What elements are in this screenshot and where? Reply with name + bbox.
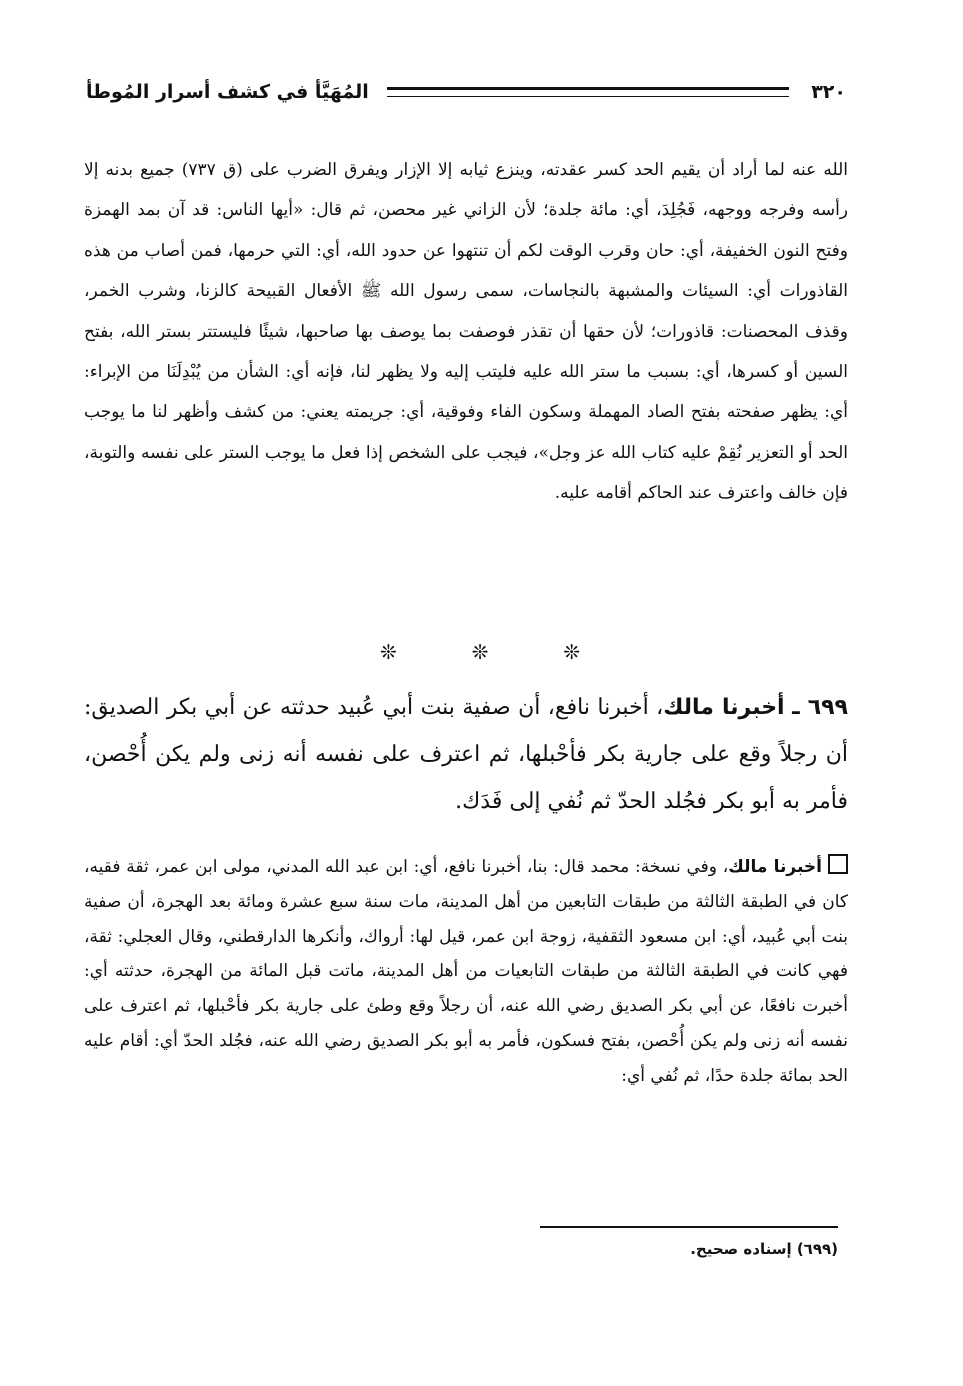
hadith-number: ٦٩٩ ـ xyxy=(792,695,848,720)
commentary-paragraph-top: الله عنه لما أراد أن يقيم الحد كسر عقدته، وينزع ثيابه إلا الإزار ويفرق الضرب على (ق ٧٣٧) جميع بدنه إلا رأسه وفرجه ووجهه، فَجُلِدَ، أي: مائة جلدة؛ لأن الزاني غير محصن، ثم قال: «أيها الناس: قد آن بمد الهمزة وفتح النون الخفيفة، أي: حان وقرب الوقت لكم أن تنتهوا عن حدود الله، أي: التي حرمها، فمن أصاب من هذه القاذورات أي: السيئات والمشبهة بالنجاسات، سمى رسول الله ﷺ الأفعال القبيحة كالزنا، وشرب الخمر، وقذف المحصنات: قاذورات؛ لأن حقها أن تقذر فوصفت بما يوصف بها صاحبها، شيئًا فليستتر بستر الله، بفتح السين أو كسرها، أي: بسبب ما ستر الله عليه فليتب إليه ولا يظهر لنا، فإنه أي: الشأن من يُبْدِلَنَا من الإبراء: أي: يظهر صفحته بفتح الصاد المهملة وسكون الفاء وفوقية، أي: جريمته يعني: من كشف وأظهر لنا ما يوجب الحد أو التعزير نُقِمْ عليه كتاب الله عز وجل»، فيجب على الشخص إذا فعل ما يوجب الستر على نفسه والتوبة، فإن خالف واعترف عند الحاكم أقامه عليه. xyxy=(84,160,849,504)
commentary-box-marker-icon xyxy=(828,854,848,874)
footnote-rule xyxy=(540,1226,838,1228)
header-rule xyxy=(387,87,789,97)
separator-star: ❊ xyxy=(471,640,489,664)
separator-star: ❊ xyxy=(563,640,580,664)
hadith-narrator: أخبرنا مالك xyxy=(663,695,785,720)
hadith-text xyxy=(84,684,848,825)
page-number: ٣٢٠ xyxy=(811,81,846,103)
hadith-body: ، أخبرنا نافع، أن صفية بنت أبي عُبيد حدثته عن أبي بكر الصديق: أن رجلاً وقع على جارية بكر فأحْبلها، ثم اعترف على نفسه أنه زنى ولم يكن أُحْصن، فأمر به أبو بكر فجُلد الحدّ ثم نُفي إلى فَدَك. xyxy=(84,695,848,814)
book-title: المُهَيَّأ في كشف أسرار المُوطأ xyxy=(86,81,369,103)
separator-star: ❊ xyxy=(380,640,397,664)
footnote: (٦٩٩) إسناده صحيح. xyxy=(690,1240,838,1258)
section-separator xyxy=(380,640,580,670)
commentary-lead: أخبرنا مالك xyxy=(728,857,823,877)
running-header xyxy=(86,74,846,110)
commentary-paragraph-bottom xyxy=(84,850,848,1094)
commentary-body: ، وفي نسخة: محمد قال: بنا، أخبرنا نافع، أي: ابن عبد الله المدني، مولى ابن عمر، ثقة فقيه، كان في الطبقة الثالثة من طبقات التابعين من أهل المدينة، مات سنة سبع عشرة ومائة بعد الهجرة، أن صفية بنت أبي عُبيد، أي: ابن مسعود الثقفية، زوجة ابن عمر، قيل لها: أرواك، وأنكرها الدارقطني، وقال العجلي: ثقة، فهي كانت في الطبقة الثالثة من طبقات التابعيات من أهل المدينة، ماتت قبل المائة من الهجرة، حدثته أي: أخبرت نافعًا، عن أبي بكر الصديق رضي الله عنه، أن رجلاً وقع وطئ على جارية بكر فأحْبلها، ثم اعترف على نفسه أنه زنى ولم يكن أُحْصن، بفتح فسكون، فأمر به أبو بكر الصديق رضي الله عنه، فجُلد الحدّ أي: أقام عليه الحد بمائة جلدة حدًا، ثم نُفي أي: xyxy=(84,857,848,1086)
